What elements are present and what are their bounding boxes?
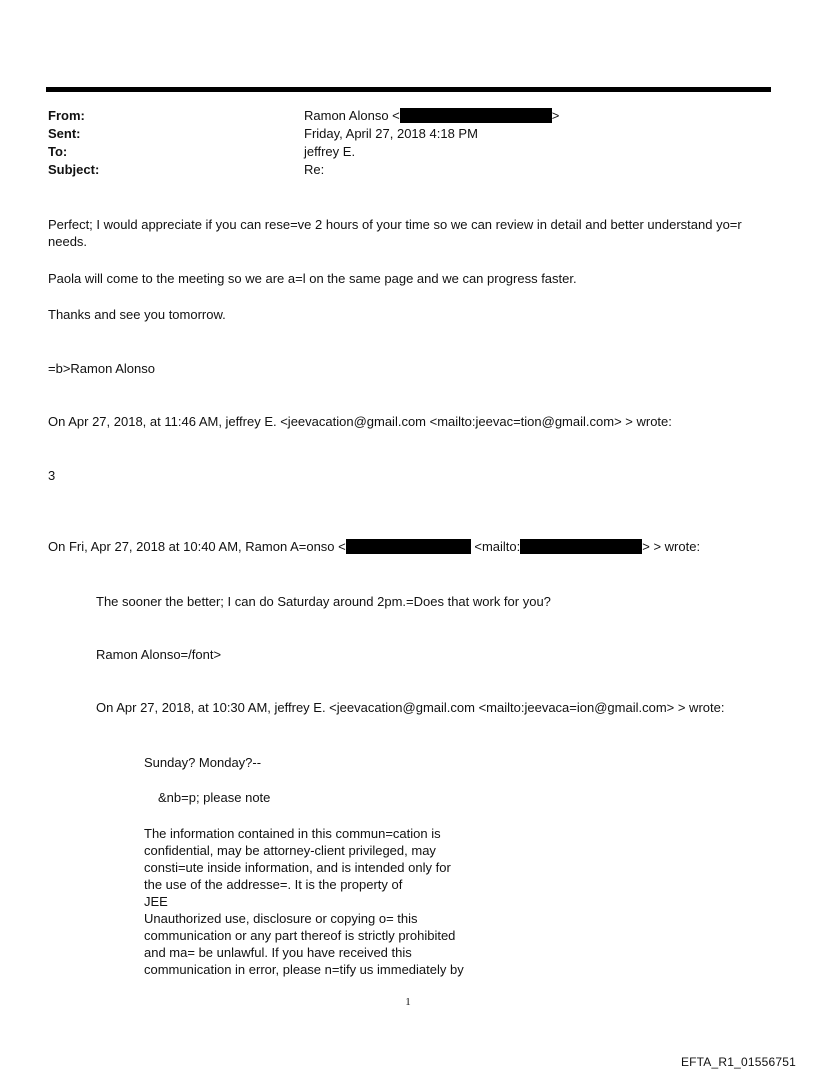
quote-2-header-end: > > wrote: bbox=[642, 539, 701, 554]
disclaimer-line: JEE bbox=[144, 894, 168, 909]
disclaimer-line: confidential, may be attorney-client privileged, may bbox=[144, 843, 436, 858]
subject-row bbox=[48, 161, 325, 179]
quote-2-header bbox=[48, 538, 700, 555]
body-paragraph-1: Perfect; I would appreciate if you can rese=ve 2 hours of your time so we can review in detail and better understand yo=r needs. bbox=[48, 217, 742, 249]
disclaimer-line: consti=ute inside information, and is intended only for bbox=[144, 860, 451, 875]
to-label: To: bbox=[48, 144, 68, 159]
quote-3-note: &nb=p; please note bbox=[158, 790, 271, 805]
page-number: 1 bbox=[405, 996, 411, 1008]
to-value: jeffrey E. bbox=[304, 144, 356, 159]
subject-label: Subject: bbox=[48, 162, 100, 177]
redaction-box bbox=[520, 539, 642, 554]
header-rule bbox=[46, 87, 771, 92]
quote-2-mailto: <mailto: bbox=[474, 539, 521, 554]
from-value bbox=[304, 107, 559, 125]
disclaimer-line: the use of the addresse=. It is the property of bbox=[144, 877, 403, 892]
subject-value: Re: bbox=[304, 162, 325, 177]
from-close: > bbox=[551, 108, 560, 123]
sent-value: Friday, April 27, 2018 4:18 PM bbox=[304, 126, 478, 141]
quote-3-header: On Apr 27, 2018, at 10:30 AM, jeffrey E. <jeevacation@gmail.com <mailto:jeevaca=ion@gmail.com> > wrote: bbox=[96, 700, 725, 715]
redaction-box bbox=[400, 108, 552, 123]
sent-row bbox=[48, 125, 478, 143]
body-paragraph-2: Paola will come to the meeting so we are a=l on the same page and we can progress faster. bbox=[48, 271, 577, 286]
disclaimer-line: communication or any part thereof is strictly prohibited bbox=[144, 928, 456, 943]
disclaimer-line: and ma= be unlawful. If you have received this bbox=[144, 945, 412, 960]
document-id: EFTA_R1_01556751 bbox=[680, 1055, 796, 1069]
quote-3-body: Sunday? Monday?-- bbox=[144, 755, 262, 770]
disclaimer-line: The information contained in this commun=cation is bbox=[144, 826, 441, 841]
quote-2-signature: Ramon Alonso=/font> bbox=[96, 647, 222, 662]
quote-1-body: 3 bbox=[48, 468, 56, 483]
signature: =b>Ramon Alonso bbox=[48, 361, 155, 376]
from-label: From: bbox=[48, 108, 85, 123]
to-row bbox=[48, 143, 356, 161]
confidentiality-disclaimer bbox=[144, 825, 489, 978]
quote-2-header-start: On Fri, Apr 27, 2018 at 10:40 AM, Ramon A=onso < bbox=[48, 539, 346, 554]
quote-2-body: The sooner the better; I can do Saturday around 2pm.=Does that work for you? bbox=[96, 594, 551, 609]
sent-label: Sent: bbox=[48, 126, 81, 141]
disclaimer-line: communication in error, please n=tify us immediately by bbox=[144, 962, 464, 977]
disclaimer-line: Unauthorized use, disclosure or copying o= this bbox=[144, 911, 418, 926]
from-name: Ramon Alonso < bbox=[304, 108, 400, 123]
body-paragraph-3: Thanks and see you tomorrow. bbox=[48, 307, 226, 322]
quote-1-header: On Apr 27, 2018, at 11:46 AM, jeffrey E. <jeevacation@gmail.com <mailto:jeevac=tion@gmail.com> > wrote: bbox=[48, 414, 672, 429]
from-row bbox=[48, 107, 560, 125]
redaction-box bbox=[346, 539, 471, 554]
